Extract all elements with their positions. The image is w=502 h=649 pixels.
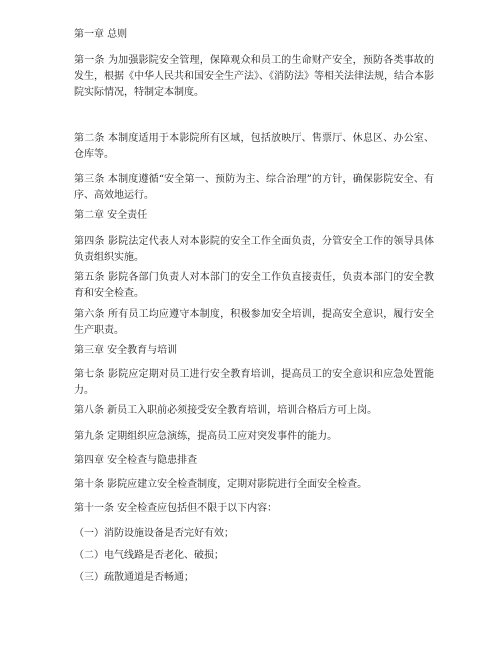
article-4: 第四条 影院法定代表人对本影院的安全工作全面负责，分管安全工作的领导具体负责组织实施。 bbox=[74, 236, 434, 263]
list-item-3: （三）疏散通道是否畅通； bbox=[74, 572, 194, 583]
chapter-3-heading: 第三章 安全教育与培训 bbox=[74, 345, 178, 356]
chapter-4-heading: 第四章 安全检查与隐患排查 bbox=[74, 455, 198, 466]
article-2: 第二条 本制度适用于本影院所有区域，包括放映厅、售票厅、休息区、办公室、仓库等。 bbox=[74, 133, 434, 160]
article-8: 第八条 新员工入职前必须接受安全教育培训，培训合格后方可上岗。 bbox=[74, 405, 378, 416]
chapter-2-heading: 第二章 安全责任 bbox=[74, 210, 148, 221]
article-7: 第七条 影院应定期对员工进行安全教育培训，提高员工的安全意识和应急处置能力。 bbox=[74, 369, 434, 396]
list-item-1: （一）消防设施设备是否完好有效； bbox=[74, 528, 234, 539]
article-5: 第五条 影院各部门负责人对本部门的安全工作负直接责任，负责本部门的安全教育和安全检查。 bbox=[74, 272, 434, 299]
article-9: 第九条 定期组织应急演练，提高员工应对突发事件的能力。 bbox=[74, 431, 338, 442]
chapter-1-heading: 第一章 总则 bbox=[74, 29, 128, 40]
list-item-2: （二）电气线路是否老化、破损； bbox=[74, 550, 224, 561]
article-6: 第六条 所有员工均应遵守本制度，积极参加安全培训，提高安全意识，履行安全生产职责。 bbox=[74, 309, 434, 336]
article-10: 第十条 影院应建立安全检查制度，定期对影院进行全面安全检查。 bbox=[74, 479, 368, 490]
article-11: 第十一条 安全检查应包括但不限于以下内容： bbox=[74, 503, 278, 514]
article-3: 第三条 本制度遵循“安全第一、预防为主、综合治理”的方针，确保影院安全、有序、高效地运行。 bbox=[74, 174, 434, 201]
article-1: 第一条 为加强影院安全管理，保障观众和员工的生命财产安全，预防各类事故的发生，根据《中华人民共和国安全生产法》、《消防法》等相关法律法规，结合本影院实际情况，特制定本制度。 bbox=[74, 55, 434, 98]
